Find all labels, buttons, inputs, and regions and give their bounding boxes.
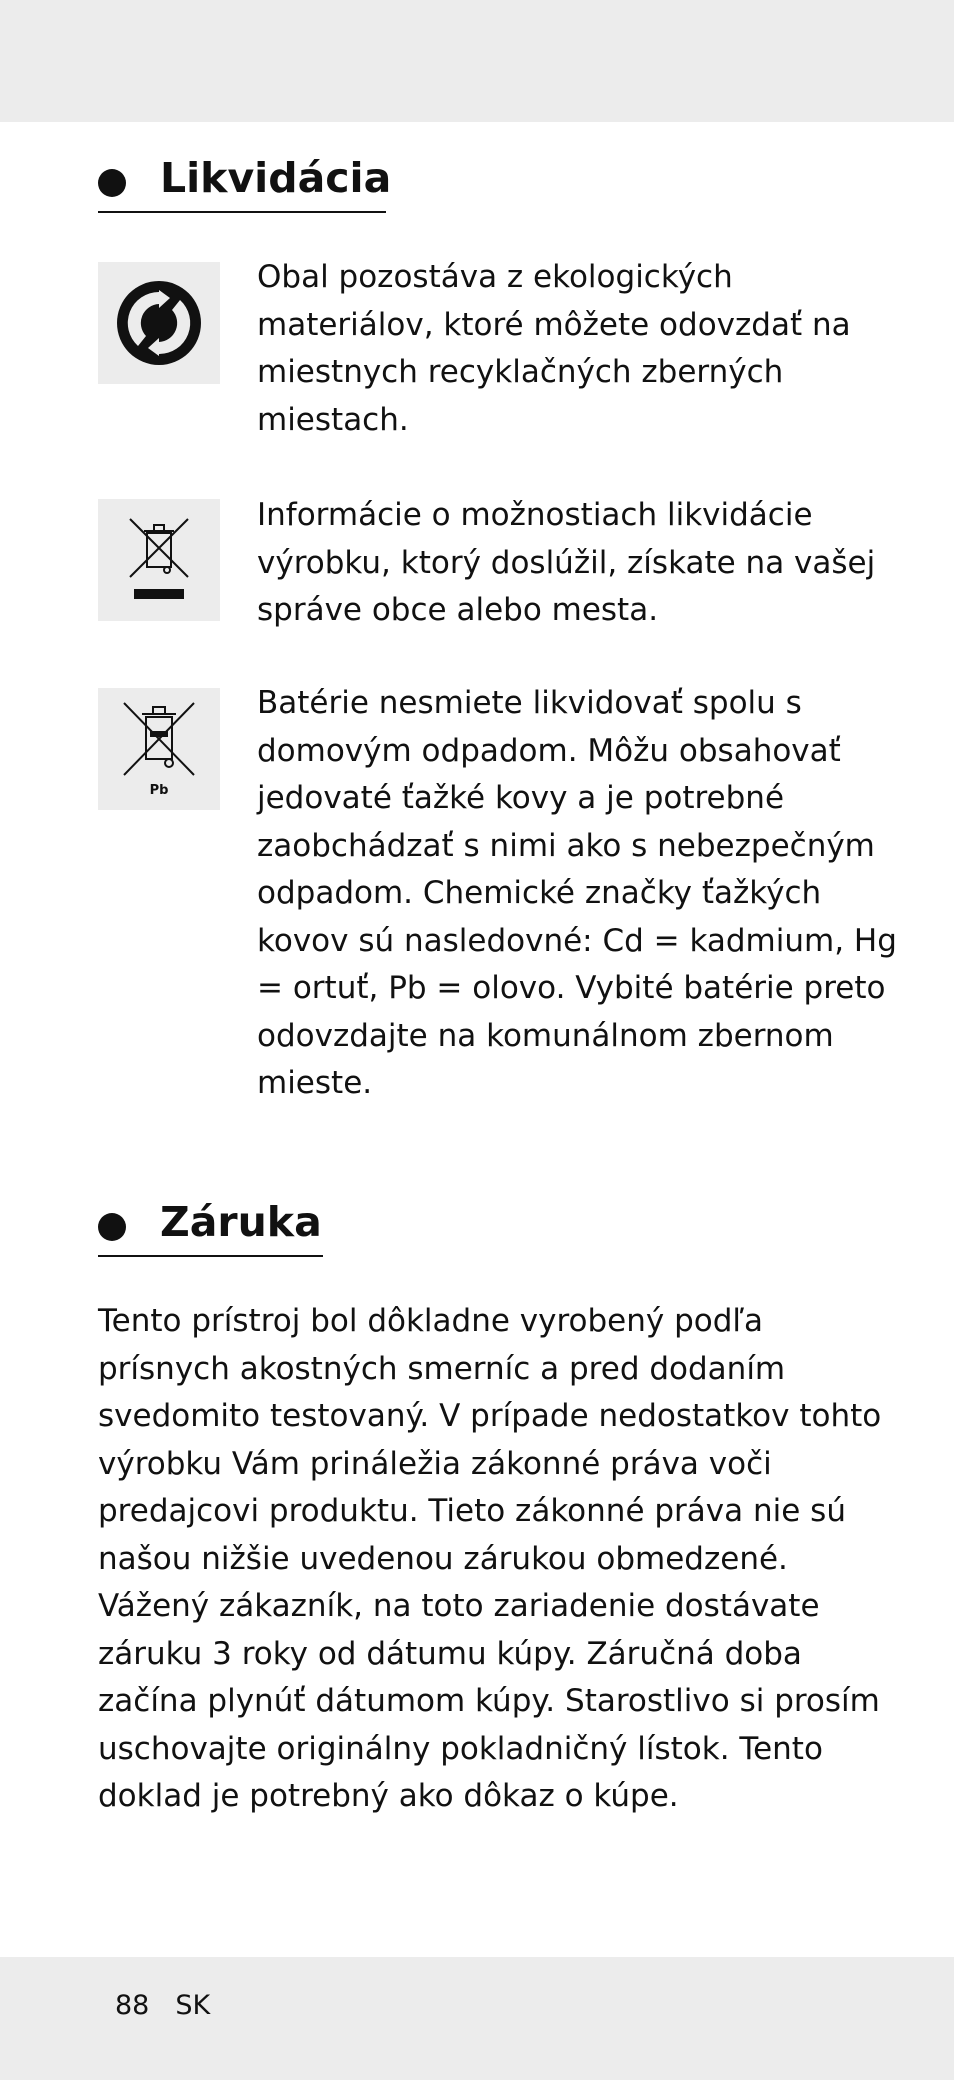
section-title-warranty: Záruka <box>160 1198 322 1246</box>
section-title-disposal: Likvidácia <box>160 154 392 202</box>
bullet-dot-icon <box>98 169 126 197</box>
pb-label: Pb <box>149 783 169 798</box>
disposal-item-text-3: Batérie nesmiete likvidovať spolu s domovým odpadom. Môžu obsahovať jedovaté ťažké kovy a je potrebné zaobchádzať s nimi ako s nebezpečným odpadom. Chemické značky ťažkých kovov sú nasledovné: Cd = kadmium, Hg = ortuť, Pb = olovo. Vybité batérie preto odovzdajte na komunálnom zbernom mieste. <box>257 685 897 1101</box>
page-footer <box>115 1990 236 2021</box>
heading-underline <box>98 1255 323 1257</box>
crossed-out-bin-icon <box>98 499 220 621</box>
heading-underline <box>98 211 386 213</box>
green-dot-recycling-icon <box>98 262 220 384</box>
disposal-item-text-2: Informácie o možnostiach likvidácie výrobku, ktorý doslúžil, získate na vašej správe obce alebo mesta. <box>257 497 876 628</box>
language-code: SK <box>175 1990 211 2021</box>
crossed-out-bin-pb-icon <box>98 688 220 810</box>
page-number: 88 <box>115 1990 150 2021</box>
warranty-text: Tento prístroj bol dôkladne vyrobený podľa prísnych akostných smerníc a pred dodaním svedomito testovaný. V prípade nedostatkov tohto výrobku Vám prináležia zákonné práva voči predajcovi produktu. Tieto zákonné práva nie sú našou nižšie uvedenou zárukou obmedzené. Vážený zákazník, na toto zariadenie dostávate záruku 3 roky od dátumu kúpy. Záručná doba začína plynúť dátumom kúpy. Starostlivo si prosím uschovajte originálny pokladničný lístok. Tento doklad je potrebný ako dôkaz o kúpe. <box>98 1303 882 1814</box>
disposal-item-text-1: Obal pozostáva z ekologických materiálov, ktoré môžete odovzdať na miestnych recyklačných zberných miestach. <box>257 259 851 438</box>
bullet-dot-icon <box>98 1213 126 1241</box>
section-heading-disposal <box>98 154 392 207</box>
top-band <box>0 0 954 122</box>
section-heading-warranty <box>98 1198 322 1251</box>
